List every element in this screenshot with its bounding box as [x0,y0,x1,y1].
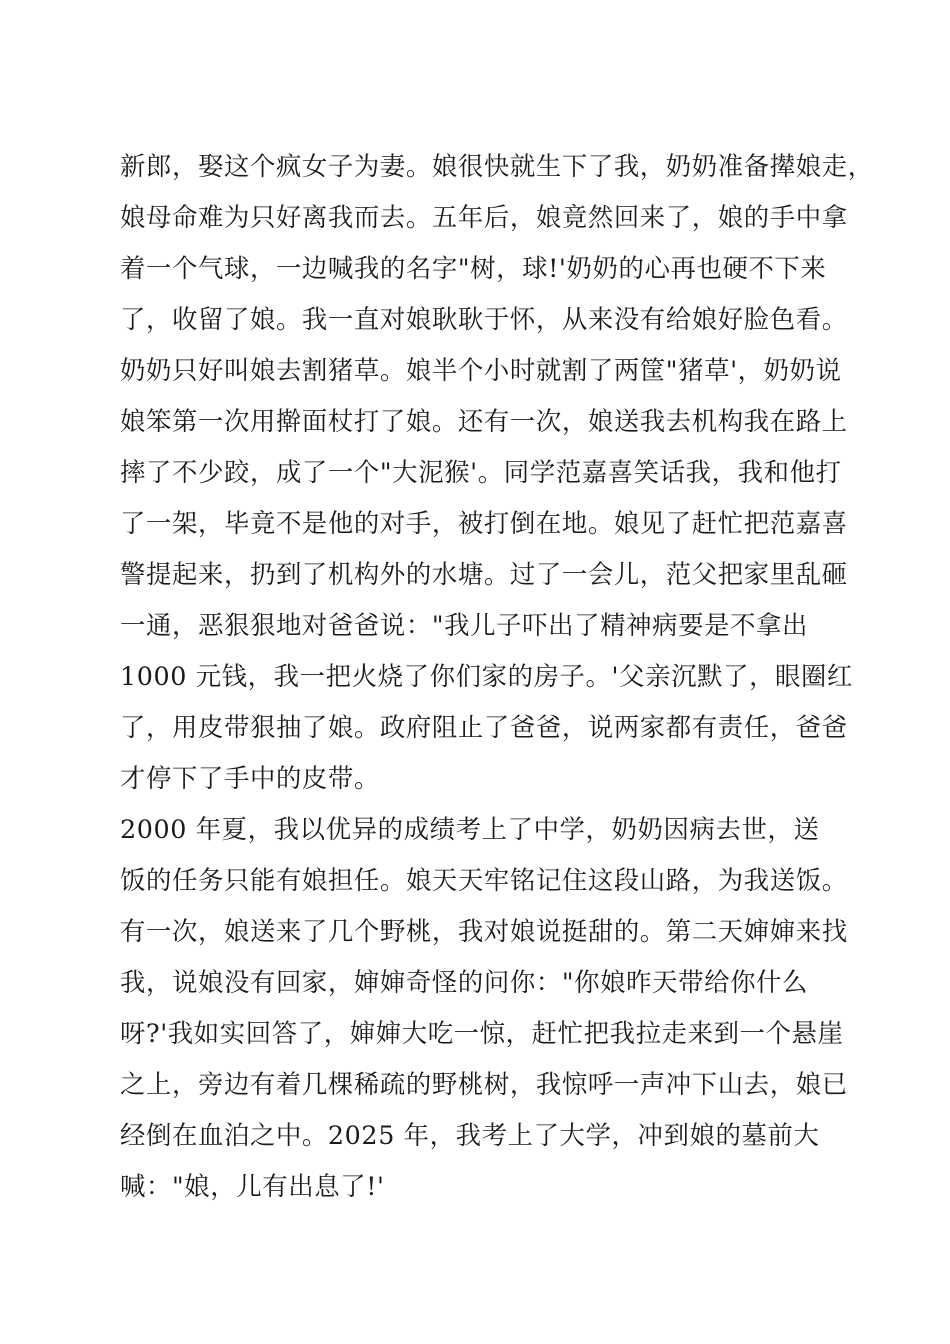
text-line: 摔了不少跤，成了一个"大泥猴'。同学范嘉喜笑话我，我和他打 [120,457,842,487]
text-line: 着一个气球，一边喊我的名字"树，球!'奶奶的心再也硬不下来 [120,253,827,283]
text-line: 奶奶只好叫娘去割猪草。娘半个小时就割了两筐"猪草'，奶奶说 [120,355,842,385]
text-line: 了一架，毕竟不是他的对手，被打倒在地。娘见了赶忙把范嘉喜 [120,508,848,538]
text-line: 娘母命难为只好离我而去。五年后，娘竟然回来了，娘的手中拿 [120,202,848,232]
paragraph-start-line: 2000 年夏，我以优异的成绩考上了中学，奶奶因病去世，送 [120,814,820,844]
text-line: 之上，旁边有着几棵稀疏的野桃树，我惊呼一声冲下山去，娘已 [120,1069,848,1099]
text-line: 有一次，娘送来了几个野桃，我对娘说挺甜的。第二天婶婶来找 [120,916,848,946]
text-line: 才停下了手中的皮带。 [120,763,380,793]
text-line: 警提起来，扔到了机构外的水塘。过了一会儿，范父把家里乱砸 [120,559,848,589]
text-line: 我，说娘没有回家，婶婶奇怪的问你："你娘昨天带给你什么 [120,967,809,997]
text-line: 喊："娘，儿有出息了!' [120,1171,385,1201]
text-line: 一通，恶狠狠地对爸爸说："我儿子吓出了精神病要是不拿出 [120,610,809,640]
text-line: 1000 元钱，我一把火烧了你们家的房子。'父亲沉默了，眼圈红 [120,661,854,691]
text-line: 娘笨第一次用擀面杖打了娘。还有一次，娘送我去机构我在路上 [120,406,848,436]
text-line: 经倒在血泊之中。2025 年，我考上了大学，冲到娘的墓前大 [120,1120,820,1150]
text-line: 了，收留了娘。我一直对娘耿耿于怀，从来没有给娘好脸色看。 [120,304,848,334]
text-line: 新郎，娶这个疯女子为妻。娘很快就生下了我，奶奶准备撵娘走， [120,151,874,181]
text-line: 了，用皮带狠抽了娘。政府阻止了爸爸，说两家都有责任，爸爸 [120,712,848,742]
text-line: 饭的任务只能有娘担任。娘天天牢铭记住这段山路，为我送饭。 [120,865,848,895]
text-line: 呀?'我如实回答了，婶婶大吃一惊，赶忙把我拉走来到一个悬崖 [120,1018,844,1048]
